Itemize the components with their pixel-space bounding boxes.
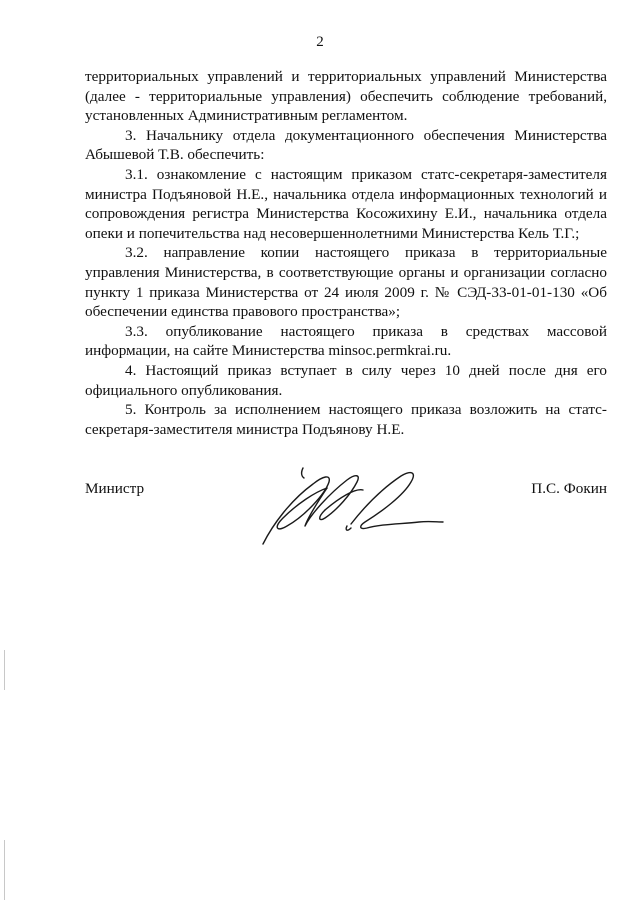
scan-edge-mark: [4, 650, 5, 690]
paragraph-item-4: 4. Настоящий приказ вступает в силу через 10 дней после дня его официального опубликования.: [85, 361, 607, 399]
handwritten-signature: [255, 466, 445, 556]
signature-block: [0, 480, 640, 570]
paragraph-item-5: 5. Контроль за исполнением настоящего приказа возложить на статс-секретаря-заместителя министра Подъянову Н.Е.: [85, 401, 607, 438]
document-body: [85, 67, 607, 439]
paragraph-item-3-2: 3.2. направление копии настоящего приказа в территориальные управления Министерства, в соответствующие органы и организации согласно пункту 1 приказа Министерства от 24 июля 2009 г. № СЭД-33-01-01-130 «Об обеспечении единства правового пространства»;: [85, 244, 607, 321]
paragraph-continuation: территориальных управлений и территориальных управлений Министерства (далее - территориальные управления) обеспечить соблюдение требований, установленных Административным регламентом.: [85, 68, 607, 125]
signatory-title: Министр: [85, 480, 145, 497]
page-number: 2: [316, 34, 324, 50]
scan-edge-mark: [4, 840, 5, 900]
signatory-name: П.С. Фокин: [531, 480, 607, 497]
paragraph-item-3: 3. Начальнику отдела документационного обеспечения Министерства Абышевой Т.В. обеспечить:: [85, 126, 607, 164]
paragraph-item-3-3: 3.3. опубликование настоящего приказа в средствах массовой информации, на сайте Министерства minsoc.permkrai.ru.: [85, 322, 607, 360]
paragraph-item-3-1: 3.1. ознакомление с настоящим приказом статс-секретаря-заместителя министра Подъяновой Н.Е., начальника отдела информационных технологий и сопровождения регистра Министерства Косожихину Е.И., начальника отдела опеки и попечительства над несовершеннолетними Министерства Кель Т.Г.;: [85, 165, 607, 242]
